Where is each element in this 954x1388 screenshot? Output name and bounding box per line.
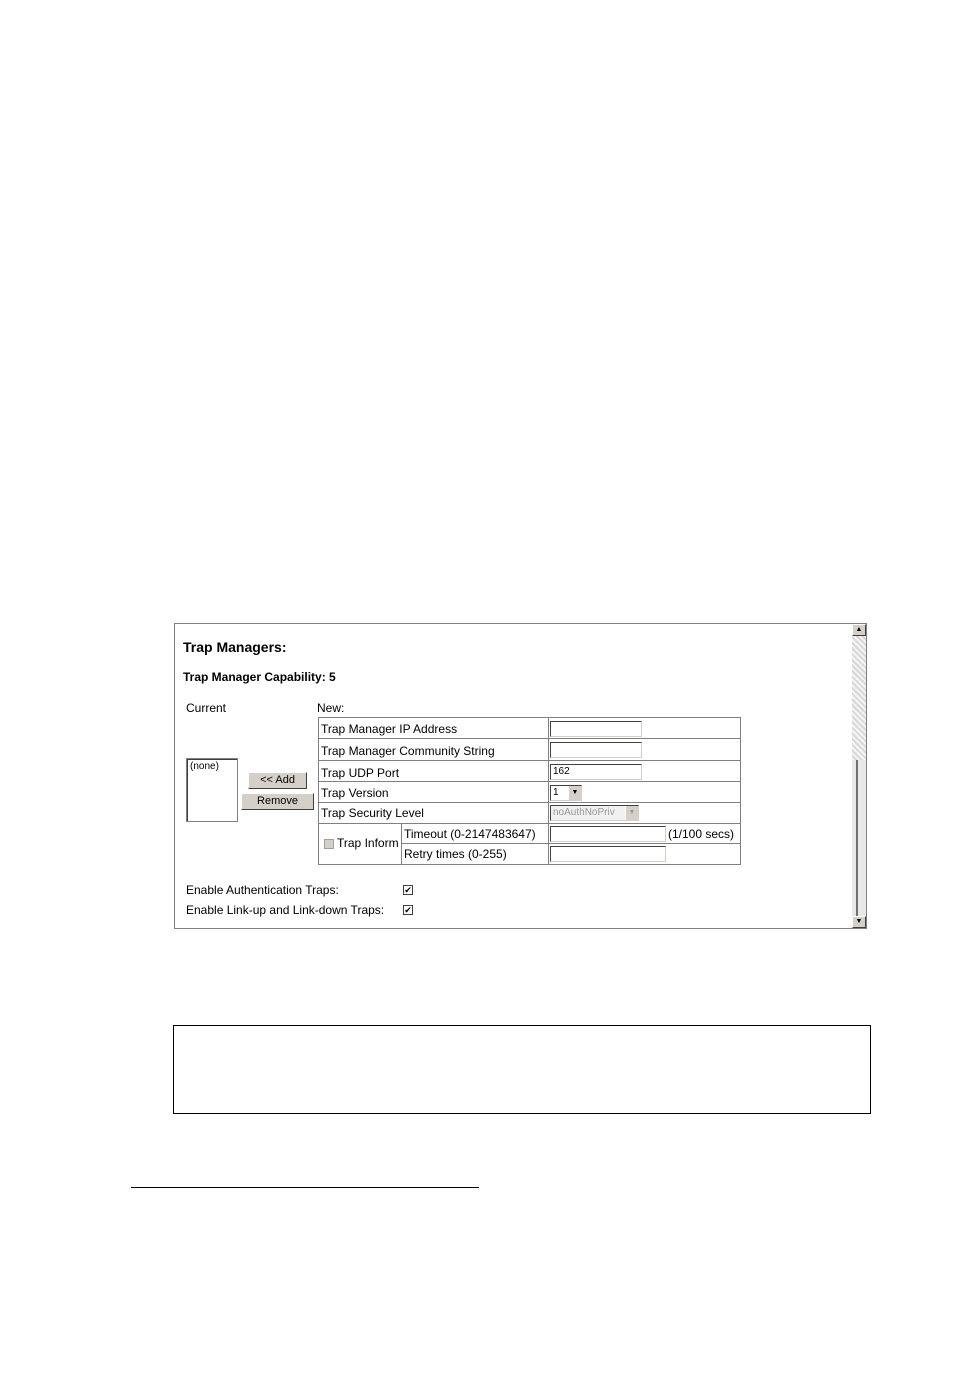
trap-inform-block — [319, 824, 740, 864]
security-level-label: Trap Security Level — [321, 806, 424, 820]
timeout-input[interactable] — [550, 826, 666, 842]
version-value: 1 — [553, 787, 559, 798]
table-row — [319, 718, 740, 739]
capability-label: Trap Manager Capability: 5 — [183, 670, 336, 684]
trap-managers-panel — [174, 623, 867, 929]
add-button[interactable]: << Add — [248, 772, 307, 789]
trap-inform-label: Trap Inform — [337, 836, 399, 850]
checkmark-icon: ✔ — [404, 885, 412, 895]
trap-inform-checkbox[interactable] — [324, 839, 334, 849]
auth-traps-label: Enable Authentication Traps: — [186, 883, 339, 897]
scroll-down-icon[interactable]: ▼ — [852, 916, 866, 928]
list-item[interactable]: (none) — [190, 761, 219, 772]
table-row — [402, 844, 740, 864]
scroll-track[interactable] — [856, 760, 858, 916]
footnote-divider — [131, 1187, 479, 1188]
auth-traps-checkbox[interactable] — [403, 885, 413, 895]
chevron-down-icon[interactable]: ▼ — [568, 786, 581, 800]
table-row — [319, 803, 740, 824]
timeout-label: Timeout (0-2147483647) — [404, 827, 536, 841]
table-row — [319, 761, 740, 782]
current-label: Current — [186, 701, 227, 715]
table-row — [319, 782, 740, 803]
timeout-unit: (1/100 secs) — [668, 827, 735, 841]
info-box — [173, 1025, 871, 1114]
scroll-thumb[interactable] — [852, 636, 866, 760]
version-select[interactable] — [550, 785, 582, 801]
checkmark-icon: ✔ — [404, 905, 412, 915]
udp-port-input[interactable]: 162 — [550, 764, 642, 780]
retry-label: Retry times (0-255) — [404, 847, 507, 861]
community-string-input[interactable] — [550, 742, 642, 758]
new-manager-table — [318, 717, 741, 865]
ip-address-input[interactable] — [550, 721, 642, 737]
link-traps-label: Enable Link-up and Link-down Traps: — [186, 903, 385, 917]
community-string-label: Trap Manager Community String — [321, 744, 495, 758]
version-label: Trap Version — [321, 786, 389, 800]
link-traps-checkbox[interactable] — [403, 905, 413, 915]
table-row — [402, 824, 740, 844]
security-level-select[interactable] — [550, 805, 639, 821]
new-label: New: — [317, 701, 345, 715]
scroll-up-icon[interactable]: ▲ — [852, 624, 866, 636]
table-row — [319, 739, 740, 761]
security-level-value: noAuthNoPriv — [553, 807, 615, 818]
remove-button[interactable]: Remove — [241, 793, 314, 810]
page-title: Trap Managers: — [183, 639, 287, 655]
vertical-scrollbar[interactable] — [852, 624, 866, 928]
ip-address-label: Trap Manager IP Address — [321, 722, 458, 736]
current-managers-list[interactable] — [186, 758, 238, 822]
udp-port-label: Trap UDP Port — [321, 766, 400, 780]
retry-input[interactable] — [550, 846, 666, 862]
chevron-down-icon[interactable]: ▼ — [625, 806, 638, 820]
